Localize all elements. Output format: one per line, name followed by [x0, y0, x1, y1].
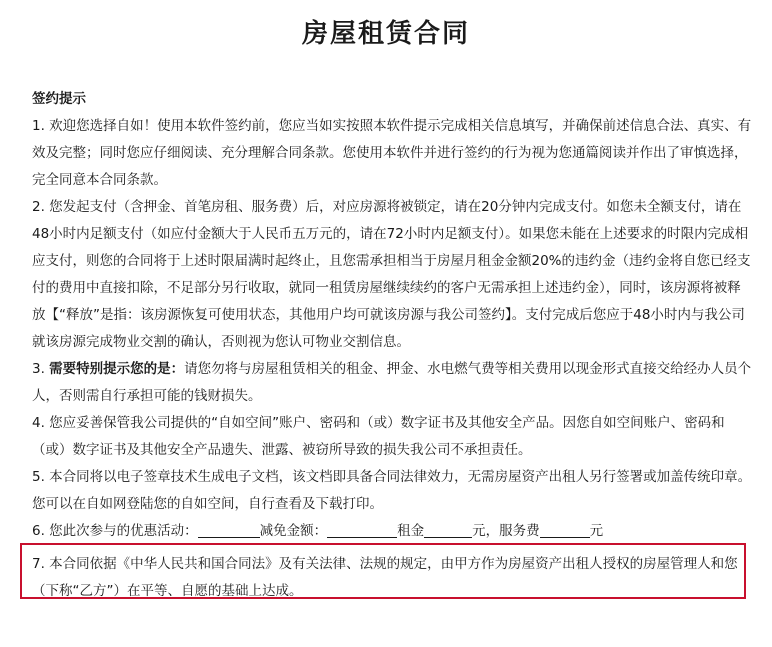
section-heading: 签约提示: [32, 91, 86, 107]
yuan-label: 元: [589, 523, 604, 539]
clause-5: 5. 本合同将以电子签章技术生成电子文档，该文档即具备合同法律效力，无需房屋资产出租人另行签署或加盖传统印章。您可以在自如网登陆您的自如空间，自行查看及下载打印。: [32, 469, 752, 512]
discount-label: 减免金额：: [259, 523, 328, 539]
service-fee-label: 元，服务费: [472, 523, 540, 539]
signing-notes: [32, 86, 752, 605]
contract-title: 房屋租赁合同: [301, 19, 470, 49]
clause-7-highlight-box: [20, 543, 746, 599]
clause-3-number: 3.: [32, 361, 50, 377]
promo-label: 6. 您此次参与的优惠活动：: [32, 523, 198, 539]
promo-blank[interactable]: [198, 521, 260, 538]
discount-blank[interactable]: [327, 521, 397, 538]
clause-4: 4. 您应妥善保管我公司提供的“自如空间”账户、密码和（或）数字证书及其他安全产品。因您自如空间账户、密码和（或）数字证书及其他安全产品遗失、泄露、被窃所导致的损失我公司不承担责任。: [32, 415, 725, 458]
clause-3-emphasis: 需要特别提示您的是：: [49, 361, 185, 377]
clause-2: 2. 您发起支付（含押金、首笔房租、服务费）后，对应房源将被锁定，请在20分钟内完成支付。如您未全额支付，请在48小时内足额支付（如应付金额大于人民币五万元的，请在72小时内足额支付）。如果您未能在上述要求的时限内完成相应支付，则您的合同将于上述时限届满时起终止，且您需承担相当于房屋月租金金额20%的违约金（违约金将自您已经支付的费用中直接扣除，不足部分另行收取，就同一租赁房屋继续续约的客户无需承担上述违约金），同时，该房源将被释放【“释放”是指：该房源恢复可使用状态，其他用户均可就该房源与我公司签约】。支付完成后您应于48小时内与我公司就该房源完成物业交割的确认，否则视为您认可物业交割信息。: [32, 199, 751, 350]
service-fee-blank[interactable]: [540, 521, 590, 538]
clause-1: 1. 欢迎您选择自如！使用本软件签约前，您应当如实按照本软件提示完成相关信息填写，并确保前述信息合法、真实、有效及完整；同时您应仔细阅读、充分理解合同条款。您使用本软件并进行签约的行为视为您通篇阅读并作出了审慎选择，完全同意本合同条款。: [32, 118, 752, 188]
clause-3-text: 请您勿将与房屋租赁相关的租金、押金、水电燃气费等相关费用以现金形式直接交给经办人员个人，否则需自行承担可能的钱财损失。: [32, 361, 752, 404]
rent-label: 租金: [397, 523, 425, 539]
clause-7: 7. 本合同依据《中华人民共和国合同法》及有关法律、法规的规定，由甲方作为房屋资产出租人授权的房屋管理人和您（下称“乙方”）在平等、自愿的基础上达成。: [32, 556, 738, 599]
clause-6: [32, 518, 752, 545]
rent-blank[interactable]: [424, 521, 472, 538]
clause-3: [32, 356, 752, 410]
